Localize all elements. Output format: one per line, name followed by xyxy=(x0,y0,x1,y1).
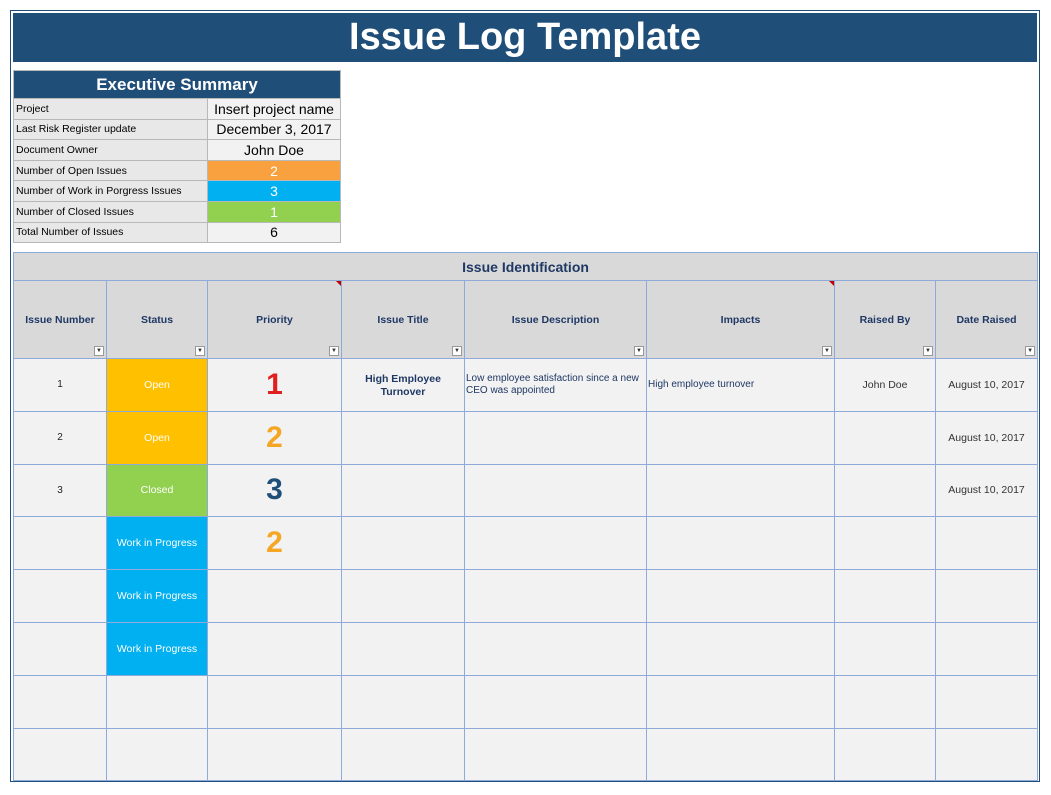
issue-title-cell[interactable] xyxy=(342,517,465,570)
column-header-issue-title xyxy=(342,281,465,359)
issue-description-cell[interactable] xyxy=(465,675,647,728)
priority-cell[interactable]: 2 xyxy=(208,517,342,570)
column-header-label: Impacts xyxy=(720,313,761,326)
raised-by-cell[interactable] xyxy=(835,411,936,464)
priority-cell[interactable]: 3 xyxy=(208,464,342,517)
issue-description-cell[interactable] xyxy=(465,517,647,570)
date-raised-cell[interactable]: August 10, 2017 xyxy=(936,359,1038,412)
column-header-label: Date Raised xyxy=(956,313,1017,326)
comment-indicator-icon xyxy=(829,281,834,286)
summary-label: Number of Work in Porgress Issues xyxy=(14,181,208,202)
issue-title-cell[interactable] xyxy=(342,411,465,464)
column-header-issue-description xyxy=(465,281,647,359)
table-row xyxy=(14,728,1038,781)
open-issues-count: 2 xyxy=(208,160,341,181)
column-header-impacts xyxy=(647,281,835,359)
table-row xyxy=(14,570,1038,623)
status-cell[interactable]: Closed xyxy=(107,464,208,517)
issue-number-cell[interactable] xyxy=(14,675,107,728)
summary-label: Number of Open Issues xyxy=(14,160,208,181)
wip-issues-count: 3 xyxy=(208,181,341,202)
column-header-priority xyxy=(208,281,342,359)
column-header-status xyxy=(107,281,208,359)
raised-by-cell[interactable] xyxy=(835,570,936,623)
document-owner-cell[interactable]: John Doe xyxy=(208,140,341,161)
summary-label: Last Risk Register update xyxy=(14,119,208,140)
table-row xyxy=(14,675,1038,728)
issue-title-cell[interactable]: High Employee Turnover xyxy=(342,359,465,412)
filter-dropdown-icon[interactable]: ▼ xyxy=(822,346,832,356)
filter-dropdown-icon[interactable]: ▼ xyxy=(329,346,339,356)
priority-cell[interactable]: 1 xyxy=(208,359,342,412)
summary-row-total xyxy=(14,222,341,243)
raised-by-cell[interactable]: John Doe xyxy=(835,359,936,412)
table-row xyxy=(14,359,1038,412)
raised-by-cell[interactable] xyxy=(835,517,936,570)
issue-table-body xyxy=(14,359,1038,781)
issue-number-cell[interactable]: 3 xyxy=(14,464,107,517)
summary-label: Project xyxy=(14,99,208,120)
issue-description-cell[interactable] xyxy=(465,411,647,464)
issue-number-cell[interactable] xyxy=(14,570,107,623)
issue-description-cell[interactable] xyxy=(465,464,647,517)
date-raised-cell[interactable] xyxy=(936,728,1038,781)
status-cell[interactable] xyxy=(107,675,208,728)
issue-title-cell[interactable] xyxy=(342,728,465,781)
raised-by-cell[interactable] xyxy=(835,464,936,517)
summary-row-wip xyxy=(14,181,341,202)
column-header-label: Priority xyxy=(256,313,293,326)
issue-description-cell[interactable] xyxy=(465,622,647,675)
column-header-label: Issue Description xyxy=(511,313,600,326)
date-raised-cell[interactable] xyxy=(936,570,1038,623)
summary-label: Total Number of Issues xyxy=(14,222,208,243)
impacts-cell[interactable] xyxy=(647,517,835,570)
issue-description-cell[interactable]: Low employee satisfaction since a new CEO was appointed xyxy=(465,359,647,412)
filter-dropdown-icon[interactable]: ▼ xyxy=(923,346,933,356)
status-cell[interactable]: Open xyxy=(107,359,208,412)
table-row xyxy=(14,517,1038,570)
column-header-issue-number xyxy=(14,281,107,359)
summary-row-closed xyxy=(14,201,341,222)
executive-summary-table xyxy=(13,70,341,243)
column-header-row xyxy=(14,281,1038,359)
filter-dropdown-icon[interactable]: ▼ xyxy=(452,346,462,356)
issue-number-cell[interactable] xyxy=(14,517,107,570)
issue-identification-heading: Issue Identification xyxy=(14,253,1038,281)
priority-cell[interactable] xyxy=(208,675,342,728)
issue-title-cell[interactable] xyxy=(342,675,465,728)
raised-by-cell[interactable] xyxy=(835,622,936,675)
impacts-cell[interactable]: High employee turnover xyxy=(647,359,835,412)
column-header-label: Status xyxy=(140,313,174,326)
column-header-date-raised xyxy=(936,281,1038,359)
issue-title-cell[interactable] xyxy=(342,570,465,623)
raised-by-cell[interactable] xyxy=(835,675,936,728)
status-cell[interactable]: Work in Progress xyxy=(107,622,208,675)
summary-label: Number of Closed Issues xyxy=(14,201,208,222)
summary-row-project xyxy=(14,99,341,120)
total-issues-count: 6 xyxy=(208,222,341,243)
filter-dropdown-icon[interactable]: ▼ xyxy=(634,346,644,356)
impacts-cell[interactable] xyxy=(647,675,835,728)
issue-number-cell[interactable]: 1 xyxy=(14,359,107,412)
issue-number-cell[interactable] xyxy=(14,622,107,675)
table-row xyxy=(14,622,1038,675)
issue-number-cell[interactable] xyxy=(14,728,107,781)
date-raised-cell[interactable]: August 10, 2017 xyxy=(936,411,1038,464)
summary-row-owner xyxy=(14,140,341,161)
issue-number-cell[interactable]: 2 xyxy=(14,411,107,464)
status-cell[interactable]: Open xyxy=(107,411,208,464)
filter-dropdown-icon[interactable]: ▼ xyxy=(195,346,205,356)
impacts-cell[interactable] xyxy=(647,570,835,623)
issue-title-cell[interactable] xyxy=(342,464,465,517)
impacts-cell[interactable] xyxy=(647,622,835,675)
summary-label: Document Owner xyxy=(14,140,208,161)
priority-cell[interactable] xyxy=(208,622,342,675)
project-name-cell[interactable]: Insert project name xyxy=(208,99,341,120)
impacts-cell[interactable] xyxy=(647,728,835,781)
filter-dropdown-icon[interactable]: ▼ xyxy=(94,346,104,356)
issue-description-cell[interactable] xyxy=(465,728,647,781)
column-header-label: Issue Title xyxy=(377,313,429,326)
priority-cell[interactable]: 2 xyxy=(208,411,342,464)
column-header-label: Raised By xyxy=(859,313,911,326)
date-raised-cell[interactable] xyxy=(936,622,1038,675)
table-row xyxy=(14,411,1038,464)
closed-issues-count: 1 xyxy=(208,201,341,222)
date-raised-cell[interactable] xyxy=(936,675,1038,728)
filter-dropdown-icon[interactable]: ▼ xyxy=(1025,346,1035,356)
status-cell[interactable] xyxy=(107,728,208,781)
issue-identification-table xyxy=(13,252,1038,781)
column-header-label: Issue Number xyxy=(25,313,95,326)
date-raised-cell[interactable]: August 10, 2017 xyxy=(936,464,1038,517)
impacts-cell[interactable] xyxy=(647,411,835,464)
executive-summary-heading: Executive Summary xyxy=(14,71,341,99)
priority-cell[interactable] xyxy=(208,728,342,781)
issue-title-cell[interactable] xyxy=(342,622,465,675)
last-update-cell[interactable]: December 3, 2017 xyxy=(208,119,341,140)
summary-row-last-update xyxy=(14,119,341,140)
column-header-raised-by xyxy=(835,281,936,359)
comment-indicator-icon xyxy=(336,281,341,286)
date-raised-cell[interactable] xyxy=(936,517,1038,570)
priority-cell[interactable] xyxy=(208,570,342,623)
status-cell[interactable]: Work in Progress xyxy=(107,570,208,623)
status-cell[interactable]: Work in Progress xyxy=(107,517,208,570)
impacts-cell[interactable] xyxy=(647,464,835,517)
table-row xyxy=(14,464,1038,517)
raised-by-cell[interactable] xyxy=(835,728,936,781)
summary-row-open xyxy=(14,160,341,181)
issue-description-cell[interactable] xyxy=(465,570,647,623)
page-title: Issue Log Template xyxy=(13,13,1037,62)
